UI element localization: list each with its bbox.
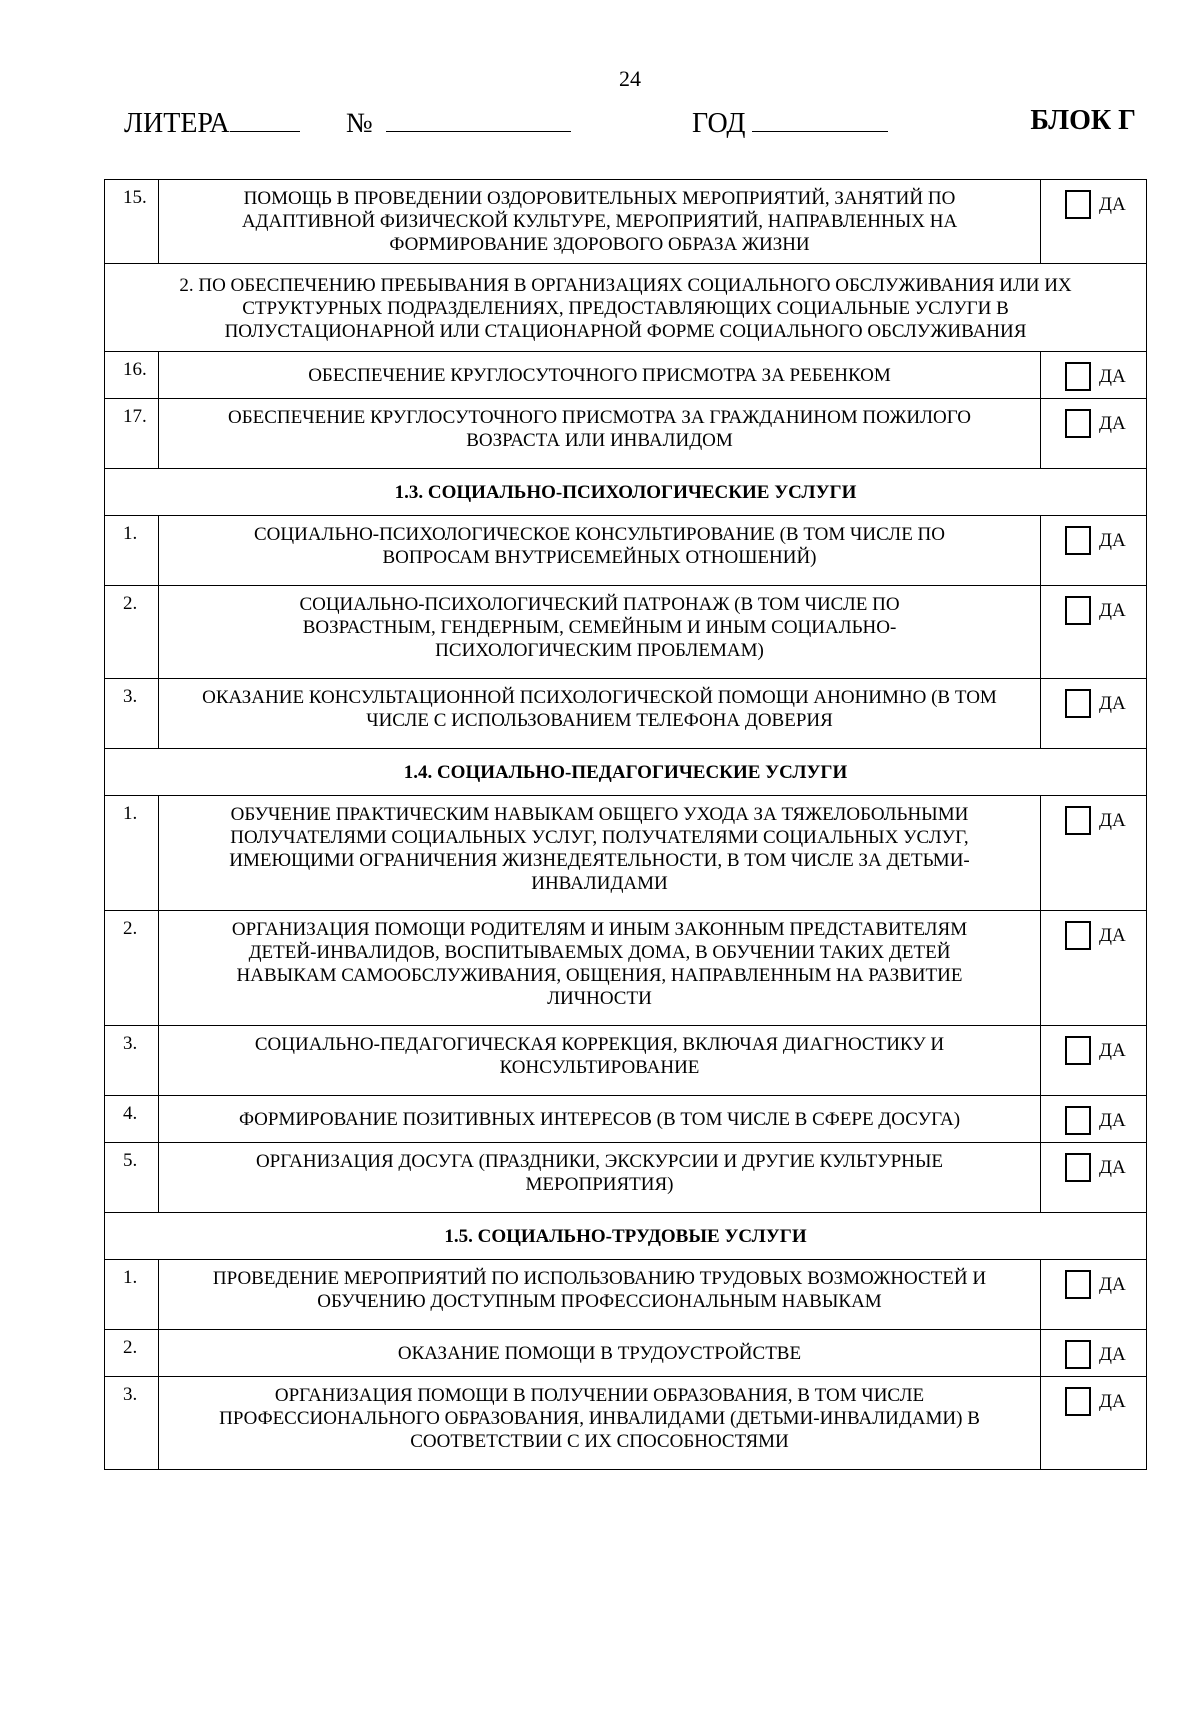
service-text: ОРГАНИЗАЦИЯ ДОСУГА (ПРАЗДНИКИ, ЭКСКУРСИИ И ДРУГИЕ КУЛЬТУРНЫЕ МЕРОПРИЯТИЯ) <box>159 1143 1041 1213</box>
service-text: ПРОВЕДЕНИЕ МЕРОПРИЯТИЙ ПО ИСПОЛЬЗОВАНИЮ ТРУДОВЫХ ВОЗМОЖНОСТЕЙ И ОБУЧЕНИЮ ДОСТУПНЫМ ПРОФЕССИОНАЛЬНЫМ НАВЫКАМ <box>159 1260 1041 1330</box>
yes-checkbox[interactable] <box>1065 409 1091 438</box>
number-blank[interactable] <box>386 105 571 132</box>
yes-label: ДА <box>1099 1391 1126 1412</box>
yes-label: ДА <box>1099 600 1126 621</box>
year-blank[interactable] <box>752 105 888 132</box>
yes-checkbox[interactable] <box>1065 806 1091 835</box>
yes-checkbox[interactable] <box>1065 596 1091 625</box>
yes-checkbox[interactable] <box>1065 190 1091 219</box>
table-row <box>105 469 1147 516</box>
litera-blank[interactable] <box>230 105 300 132</box>
subsection-heading: 2. ПО ОБЕСПЕЧЕНИЮ ПРЕБЫВАНИЯ В ОРГАНИЗАЦИЯХ СОЦИАЛЬНОГО ОБСЛУЖИВАНИЯ ИЛИ ИХ СТРУКТУРНЫХ ПОДРАЗДЕЛЕНИЯХ, ПРЕДОСТАВЛЯЮЩИХ СОЦИАЛЬНЫЕ УСЛУГИ В ПОЛУСТАЦИОНАРНОЙ ИЛИ СТАЦИОНАРНОЙ ФОРМЕ СОЦИАЛЬНОГО ОБСЛУЖИВАНИЯ <box>105 264 1147 352</box>
yes-checkbox[interactable] <box>1065 1106 1091 1135</box>
yes-label: ДА <box>1099 925 1126 946</box>
yes-label: ДА <box>1099 693 1126 714</box>
section-title: 1.5. СОЦИАЛЬНО-ТРУДОВЫЕ УСЛУГИ <box>105 1213 1147 1260</box>
year-field <box>692 105 888 140</box>
number-label: № <box>346 108 373 139</box>
table-row <box>105 1213 1147 1260</box>
yes-checkbox[interactable] <box>1065 1036 1091 1065</box>
yes-label: ДА <box>1099 413 1126 434</box>
yes-option <box>1041 516 1147 586</box>
litera-field <box>124 105 300 140</box>
table-row <box>105 1026 1147 1096</box>
number-field <box>346 105 571 140</box>
table-row <box>105 1330 1147 1377</box>
yes-checkbox[interactable] <box>1065 1270 1091 1299</box>
section-title: 1.3. СОЦИАЛЬНО-ПСИХОЛОГИЧЕСКИЕ УСЛУГИ <box>105 469 1147 516</box>
service-text: ОКАЗАНИЕ ПОМОЩИ В ТРУДОУСТРОЙСТВЕ <box>159 1330 1041 1377</box>
yes-option <box>1041 1260 1147 1330</box>
row-number: 15. <box>105 180 159 264</box>
yes-option <box>1041 1377 1147 1470</box>
row-number: 1. <box>105 516 159 586</box>
service-text: СОЦИАЛЬНО-ПСИХОЛОГИЧЕСКИЙ ПАТРОНАЖ (В ТОМ ЧИСЛЕ ПО ВОЗРАСТНЫМ, ГЕНДЕРНЫМ, СЕМЕЙНЫМ И ИНЫМ СОЦИАЛЬНО-ПСИХОЛОГИЧЕСКИМ ПРОБЛЕМАМ) <box>159 586 1041 679</box>
yes-option <box>1041 911 1147 1026</box>
yes-label: ДА <box>1099 194 1126 215</box>
yes-option <box>1041 679 1147 749</box>
yes-checkbox[interactable] <box>1065 689 1091 718</box>
yes-label: ДА <box>1099 366 1126 387</box>
row-number: 4. <box>105 1096 159 1143</box>
yes-option <box>1041 586 1147 679</box>
yes-checkbox[interactable] <box>1065 362 1091 391</box>
table-row <box>105 180 1147 264</box>
table-row <box>105 352 1147 399</box>
row-number: 3. <box>105 679 159 749</box>
yes-option <box>1041 796 1147 911</box>
table-row <box>105 679 1147 749</box>
service-text: ОБЕСПЕЧЕНИЕ КРУГЛОСУТОЧНОГО ПРИСМОТРА ЗА РЕБЕНКОМ <box>159 352 1041 399</box>
yes-option <box>1041 1096 1147 1143</box>
service-text: ОРГАНИЗАЦИЯ ПОМОЩИ РОДИТЕЛЯМ И ИНЫМ ЗАКОННЫМ ПРЕДСТАВИТЕЛЯМ ДЕТЕЙ-ИНВАЛИДОВ, ВОСПИТЫВАЕМЫХ ДОМА, В ОБУЧЕНИИ ТАКИХ ДЕТЕЙ НАВЫКАМ САМООБСЛУЖИВАНИЯ, ОБЩЕНИЯ, НАПРАВЛЕННЫМ НА РАЗВИТИЕ ЛИЧНОСТИ <box>159 911 1041 1026</box>
year-label: ГОД <box>692 108 746 139</box>
row-number: 1. <box>105 796 159 911</box>
litera-label: ЛИТЕРА <box>124 108 230 139</box>
block-label: БЛОК Г <box>1030 105 1136 136</box>
row-number: 17. <box>105 399 159 469</box>
table-row <box>105 749 1147 796</box>
services-table <box>104 179 1147 1470</box>
yes-option <box>1041 352 1147 399</box>
yes-option <box>1041 1143 1147 1213</box>
table-row <box>105 516 1147 586</box>
yes-option <box>1041 180 1147 264</box>
service-text: ОБЕСПЕЧЕНИЕ КРУГЛОСУТОЧНОГО ПРИСМОТРА ЗА ГРАЖДАНИНОМ ПОЖИЛОГО ВОЗРАСТА ИЛИ ИНВАЛИДОМ <box>159 399 1041 469</box>
yes-label: ДА <box>1099 1274 1126 1295</box>
yes-option <box>1041 399 1147 469</box>
service-text: ОКАЗАНИЕ КОНСУЛЬТАЦИОННОЙ ПСИХОЛОГИЧЕСКОЙ ПОМОЩИ АНОНИМНО (В ТОМ ЧИСЛЕ С ИСПОЛЬЗОВАНИЕМ ТЕЛЕФОНА ДОВЕРИЯ <box>159 679 1041 749</box>
yes-label: ДА <box>1099 1110 1126 1131</box>
table-row <box>105 1143 1147 1213</box>
row-number: 5. <box>105 1143 159 1213</box>
table-row <box>105 399 1147 469</box>
service-text: ФОРМИРОВАНИЕ ПОЗИТИВНЫХ ИНТЕРЕСОВ (В ТОМ ЧИСЛЕ В СФЕРЕ ДОСУГА) <box>159 1096 1041 1143</box>
yes-checkbox[interactable] <box>1065 526 1091 555</box>
row-number: 3. <box>105 1026 159 1096</box>
table-row <box>105 911 1147 1026</box>
section-title: 1.4. СОЦИАЛЬНО-ПЕДАГОГИЧЕСКИЕ УСЛУГИ <box>105 749 1147 796</box>
yes-checkbox[interactable] <box>1065 1340 1091 1369</box>
service-text: ПОМОЩЬ В ПРОВЕДЕНИИ ОЗДОРОВИТЕЛЬНЫХ МЕРОПРИЯТИЙ, ЗАНЯТИЙ ПО АДАПТИВНОЙ ФИЗИЧЕСКОЙ КУЛЬТУРЕ, МЕРОПРИЯТИЙ, НАПРАВЛЕННЫХ НА ФОРМИРОВАНИЕ ЗДОРОВОГО ОБРАЗА ЖИЗНИ <box>159 180 1041 264</box>
table-row <box>105 1260 1147 1330</box>
row-number: 2. <box>105 911 159 1026</box>
yes-label: ДА <box>1099 1344 1126 1365</box>
service-text: СОЦИАЛЬНО-ПЕДАГОГИЧЕСКАЯ КОРРЕКЦИЯ, ВКЛЮЧАЯ ДИАГНОСТИКУ И КОНСУЛЬТИРОВАНИЕ <box>159 1026 1041 1096</box>
table-row <box>105 1096 1147 1143</box>
row-number: 3. <box>105 1377 159 1470</box>
yes-label: ДА <box>1099 810 1126 831</box>
row-number: 2. <box>105 586 159 679</box>
row-number: 1. <box>105 1260 159 1330</box>
table-row <box>105 1377 1147 1470</box>
yes-checkbox[interactable] <box>1065 921 1091 950</box>
table-row <box>105 796 1147 911</box>
yes-checkbox[interactable] <box>1065 1153 1091 1182</box>
yes-checkbox[interactable] <box>1065 1387 1091 1416</box>
service-text: СОЦИАЛЬНО-ПСИХОЛОГИЧЕСКОЕ КОНСУЛЬТИРОВАНИЕ (В ТОМ ЧИСЛЕ ПО ВОПРОСАМ ВНУТРИСЕМЕЙНЫХ ОТНОШЕНИЙ) <box>159 516 1041 586</box>
service-text: ОРГАНИЗАЦИЯ ПОМОЩИ В ПОЛУЧЕНИИ ОБРАЗОВАНИЯ, В ТОМ ЧИСЛЕ ПРОФЕССИОНАЛЬНОГО ОБРАЗОВАНИЯ, ИНВАЛИДАМИ (ДЕТЬМИ-ИНВАЛИДАМИ) В СООТВЕТСТВИИ С ИХ СПОСОБНОСТЯМИ <box>159 1377 1041 1470</box>
yes-option <box>1041 1026 1147 1096</box>
table-row <box>105 264 1147 352</box>
service-text: ОБУЧЕНИЕ ПРАКТИЧЕСКИМ НАВЫКАМ ОБЩЕГО УХОДА ЗА ТЯЖЕЛОБОЛЬНЫМИ ПОЛУЧАТЕЛЯМИ СОЦИАЛЬНЫХ УСЛУГ, ПОЛУЧАТЕЛЯМИ СОЦИАЛЬНЫХ УСЛУГ, ИМЕЮЩИМИ ОГРАНИЧЕНИЯ ЖИЗНЕДЕЯТЕЛЬНОСТИ, В ТОМ ЧИСЛЕ ЗА ДЕТЬМИ-ИНВАЛИДАМИ <box>159 796 1041 911</box>
yes-label: ДА <box>1099 1040 1126 1061</box>
row-number: 2. <box>105 1330 159 1377</box>
row-number: 16. <box>105 352 159 399</box>
yes-option <box>1041 1330 1147 1377</box>
yes-label: ДА <box>1099 530 1126 551</box>
form-header <box>124 105 1136 145</box>
yes-label: ДА <box>1099 1157 1126 1178</box>
page-number: 24 <box>619 66 641 91</box>
table-row <box>105 586 1147 679</box>
